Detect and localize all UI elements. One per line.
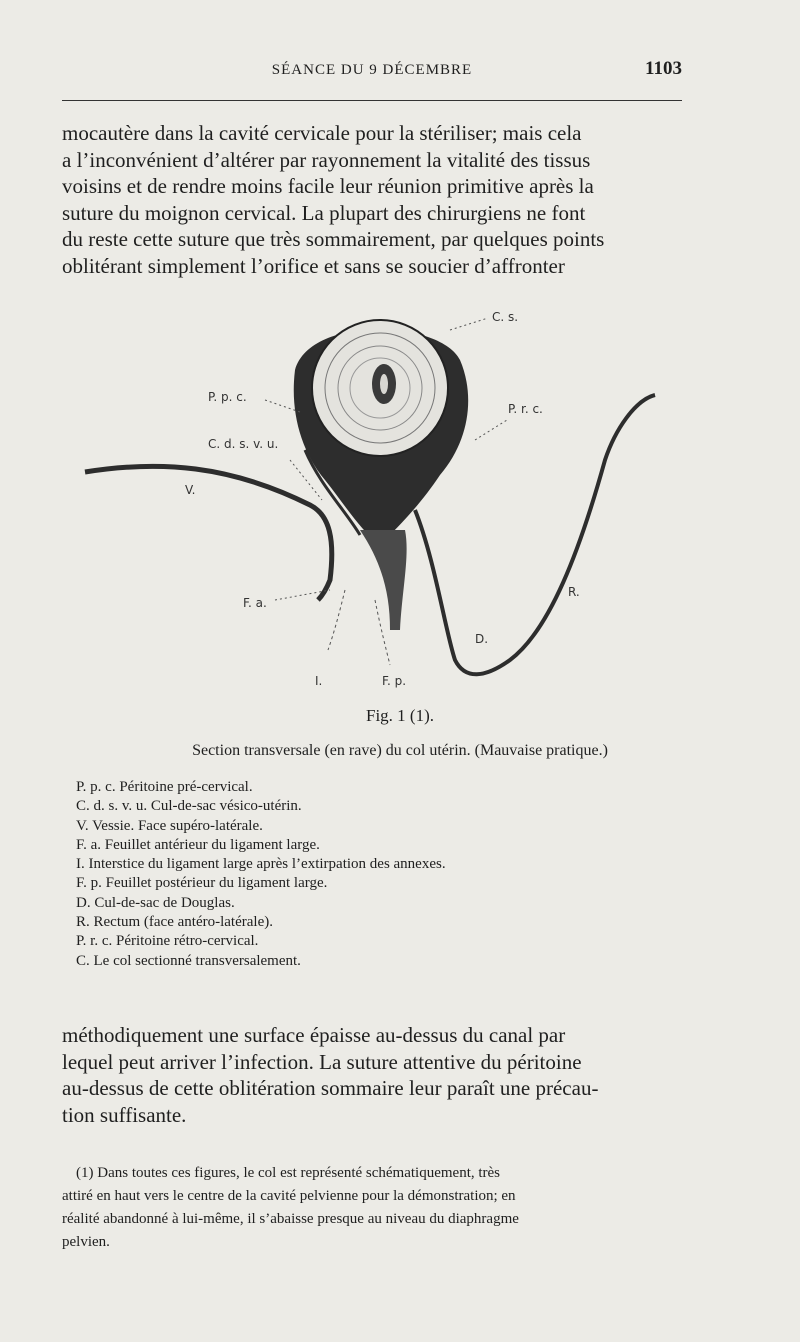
text-line: suture du moignon cervical. La plupart des chirurgiens ne font [62, 200, 586, 225]
label-r: R. [568, 585, 580, 599]
header-rule [62, 100, 682, 101]
text-line: voisins et de rendre moins facile leur réunion primitive après la [62, 174, 594, 198]
paragraph-bottom [62, 1022, 698, 1128]
legend-item: P. p. c. Péritoine pré-cervical. [76, 779, 253, 795]
footnote-line: pelvien. [62, 1234, 110, 1250]
legend-item: F. a. Feuillet antérieur du ligament large. [76, 836, 320, 853]
text-line: méthodiquement une surface épaisse au-dessus du canal par [62, 1023, 566, 1047]
paragraph-top [62, 120, 698, 279]
text-line: mocautère dans la cavité cervicale pour la stériliser; mais cela [62, 121, 582, 145]
text-line: oblitérant simplement l’orifice et sans se soucier d’affronter [62, 253, 565, 278]
label-fa: F. a. [243, 596, 267, 610]
legend-item: R. Rectum (face antéro-latérale). [76, 914, 273, 931]
text-line: au-dessus de cette oblitération sommaire leur paraît une précau- [62, 1076, 599, 1100]
text-line: tion suffisante. [62, 1102, 187, 1127]
footnote [62, 1162, 698, 1254]
anatomical-figure [60, 300, 700, 700]
legend-item: C. Le col sectionné transversalement. [76, 952, 301, 969]
legend-item: V. Vessie. Face supéro-latérale. [76, 817, 263, 834]
text-line: lequel peut arriver l’infection. La suture attentive du péritoine [62, 1049, 582, 1074]
header-title: SÉANCE DU 9 DÉCEMBRE [271, 62, 473, 78]
running-header [62, 58, 682, 88]
legend-item: I. Interstice du ligament large après l’extirpation des annexes. [76, 856, 446, 873]
legend-item: P. r. c. Péritoine rétro-cervical. [76, 933, 259, 950]
figure-drawing [60, 300, 700, 700]
figure-legend [76, 778, 696, 971]
label-cs: C. s. [492, 310, 519, 324]
text-line: du reste cette suture que très sommairement, par quelques points [62, 227, 605, 251]
label-fp: F. p. [382, 674, 407, 688]
legend-item: F. p. Feuillet postérieur du ligament large. [76, 875, 328, 892]
label-v: V. [185, 483, 196, 497]
text-line: a l’inconvénient d’altérer par rayonnement la vitalité des tissus [62, 147, 591, 172]
legend-item: D. Cul-de-sac de Douglas. [76, 894, 235, 911]
label-cdsvu: C. d. s. v. u. [208, 437, 279, 451]
legend-item: C. d. s. v. u. Cul-de-sac vésico-utérin. [76, 798, 302, 815]
footnote-line: réalité abandonné à lui-même, il s’abaisse presque au niveau du diaphragme [62, 1211, 519, 1227]
bladder-outline [85, 466, 332, 600]
figure-title: Section transversale (en rave) du col utérin. (Mauvaise pratique.) [192, 742, 608, 759]
label-i: I. [315, 674, 323, 688]
label-prc: P. r. c. [508, 402, 543, 416]
label-d: D. [475, 632, 489, 646]
page-number: 1103 [645, 58, 682, 79]
footnote-line: attiré en haut vers le centre de la cavité pelvienne pour la démonstration; en [62, 1188, 516, 1204]
figure-caption: Fig. 1 (1). [366, 706, 434, 725]
footnote-line: (1) Dans toutes ces figures, le col est représenté schématiquement, très [76, 1165, 501, 1181]
label-ppc: P. p. c. [208, 390, 247, 404]
